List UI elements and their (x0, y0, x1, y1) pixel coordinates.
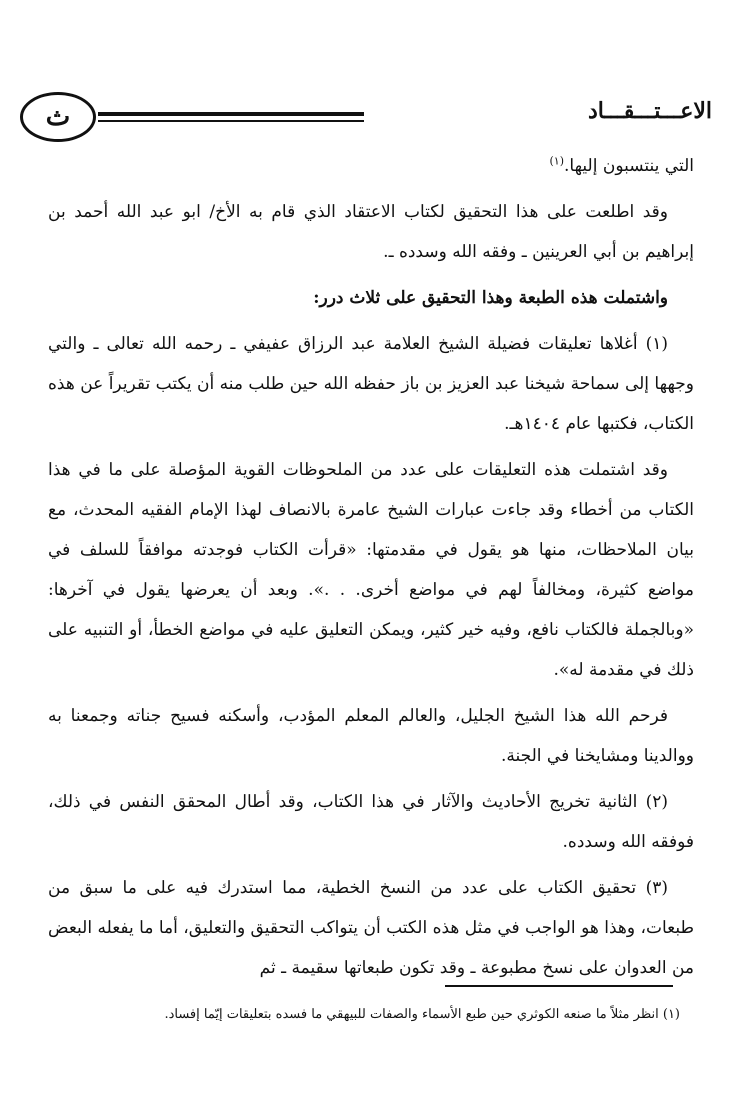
paragraph-text: التي ينتسبون إليها. (563, 156, 694, 176)
footnote-ref: (١) (549, 154, 564, 168)
paragraph: فرحم الله هذا الشيخ الجليل، والعالم المعلم المؤدب، وأسكنه فسيح جناته وجمعنا به ووالدينا ومشايخنا في الجنة. (48, 706, 694, 766)
header-rule-thick (98, 112, 364, 116)
paragraph: وقد اطلعت على هذا التحقيق لكتاب الاعتقاد الذي قام به الأخ/ ابو عبد الله أحمد بن إبراهيم بن أبي العرينين ـ وفقه الله وسدده ـ. (48, 202, 694, 262)
page-letter-badge (20, 92, 96, 142)
paragraph-heading: واشتملت هذه الطبعة وهذا التحقيق على ثلاث درر: (313, 288, 668, 308)
paragraph: (٣) تحقيق الكتاب على عدد من النسخ الخطية، مما استدرك فيه على ما سبق من طبعات، وهذا هو الواجب في مثل هذه الكتب أن يتواكب التحقيق والتعليق، أما ما يفعله البعض من العدوان على نسخ مطبوعة ـ وقد تكون طبعاتها سقيمة ـ ثم (48, 878, 694, 978)
running-header (20, 92, 720, 142)
paragraph: (٢) الثانية تخريج الأحاديث والآثار في هذا الكتاب، وقد أطال المحقق النفس في ذلك، فوفقه الله وسدده. (48, 792, 694, 852)
paragraph: وقد اشتملت هذه التعليقات على عدد من الملحوظات القوية المؤصلة على ما في هذا الكتاب من أخطاء وقد جاءت عبارات الشيخ عامرة بالانصاف لهذا الإمام الفقيه المحدث، مع بيان الملاحظات، منها هو يقول في مقدمتها: «قرأت الكتاب فوجدته موافقاً للسلف في مواضع كثيرة، ومخالفاً لهم في مواضع أخرى. . .». وبعد أن يعرضها يقول في آخرها: «وبالجملة فالكتاب نافع، وفيه خير كثير، ويمكن التعليق عليه في مواضع الخطأ، أو التنبيه على ذلك في مقدمة له». (48, 460, 694, 680)
header-rule-thin (98, 120, 364, 122)
paragraph: (١) أغلاها تعليقات فضيلة الشيخ العلامة عبد الرزاق عفيفي ـ رحمه الله تعالى ـ والتي وجهها إلى سماحة شيخنا عبد العزيز بن باز حفظه الله حين طلب منه أن يكتب تقريراً عن هذه الكتاب، فكتبها عام ١٤٠٤هـ. (48, 334, 694, 434)
footnote: (١) انظر مثلاً ما صنعه الكوثري حين طبع الأسماء والصفات للبيهقي ما فسده بتعليقات إيّما إفساد. (164, 1007, 680, 1022)
page-letter: ث (45, 102, 71, 132)
footnote-divider (445, 985, 673, 987)
running-title: الاعـــتـــقـــاد (587, 98, 712, 124)
body-text (48, 146, 694, 994)
paragraph-continuation (48, 146, 694, 186)
